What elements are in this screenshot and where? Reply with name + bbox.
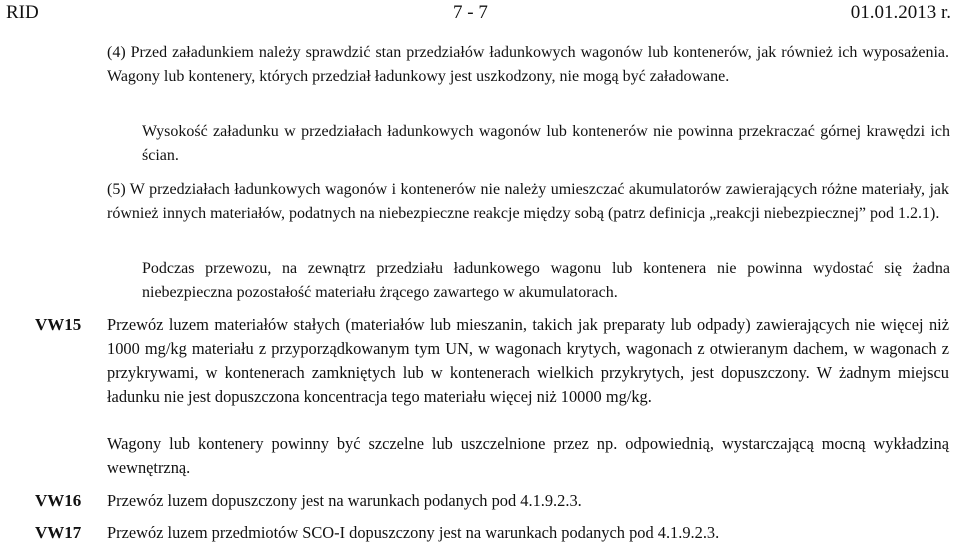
provision-label-vw16: VW16	[35, 491, 82, 510]
paragraph-5-residue: Podczas przewozu, na zewnątrz przedziału ładunkowego wagonu lub kontenera nie powinna wydostać się żadna niebezpieczna pozostałość materiału żrącego zawartego w akumulatorach.	[142, 260, 950, 301]
provision-vw16-text: Przewóz luzem dopuszczony jest na warunkach podanych pod 4.1.9.2.3.	[107, 491, 582, 510]
paragraph-4-load-height: Wysokość załadunku w przedziałach ładunkowych wagonów lub kontenerów nie powinna przekraczać górnej krawędzi ich ścian.	[142, 123, 950, 164]
header-page-number: 7 - 7	[453, 2, 488, 23]
provision-vw15-lining-text: Wagony lub kontenery powinny być szczelne lub uszczelnione przez np. odpowiednią, wystarczającą mocną wykładziną wewnętrzną.	[107, 434, 949, 477]
page-header	[0, 0, 959, 26]
provision-vw15-text: Przewóz luzem materiałów stałych (materiałów lub mieszanin, takich jak preparaty lub odpady) zawierających nie więcej niż 1000 mg/kg materiału z przyporządkowanym tym UN, w wagonach krytych, wagonach z otwieranym dachem, w wagonach z przykrywami, w kontenerach zamkniętych lub w kontenerach wielkich przykrytych, jest dopuszczony. W żadnym miejscu ładunku nie jest dopuszczona koncentracja tego materiału więcej niż 10000 mg/kg.	[107, 315, 949, 406]
paragraph-4-inspection: (4) Przed załadunkiem należy sprawdzić stan przedziałów ładunkowych wagonów lub kontenerów, jak również ich wyposażenia. Wagony lub kontenery, których przedział ładunkowy jest uszkodzony, nie mogą być załadowane.	[107, 44, 949, 85]
provision-label-vw17: VW17	[35, 523, 82, 542]
header-document-code: RID	[6, 2, 39, 23]
provision-label-vw15: VW15	[35, 315, 82, 334]
header-date: 01.01.2013 r.	[850, 2, 951, 23]
paragraph-5-batteries: (5) W przedziałach ładunkowych wagonów i kontenerów nie należy umieszczać akumulatorów zawierających różne materiały, jak również innych materiałów, podatnych na niebezpieczne reakcje między sobą (patrz definicja „reakcji niebezpiecznej” pod 1.2.1).	[107, 181, 949, 222]
provision-vw17-text: Przewóz luzem przedmiotów SCO-I dopuszczony jest na warunkach podanych pod 4.1.9.2.3.	[107, 523, 720, 542]
